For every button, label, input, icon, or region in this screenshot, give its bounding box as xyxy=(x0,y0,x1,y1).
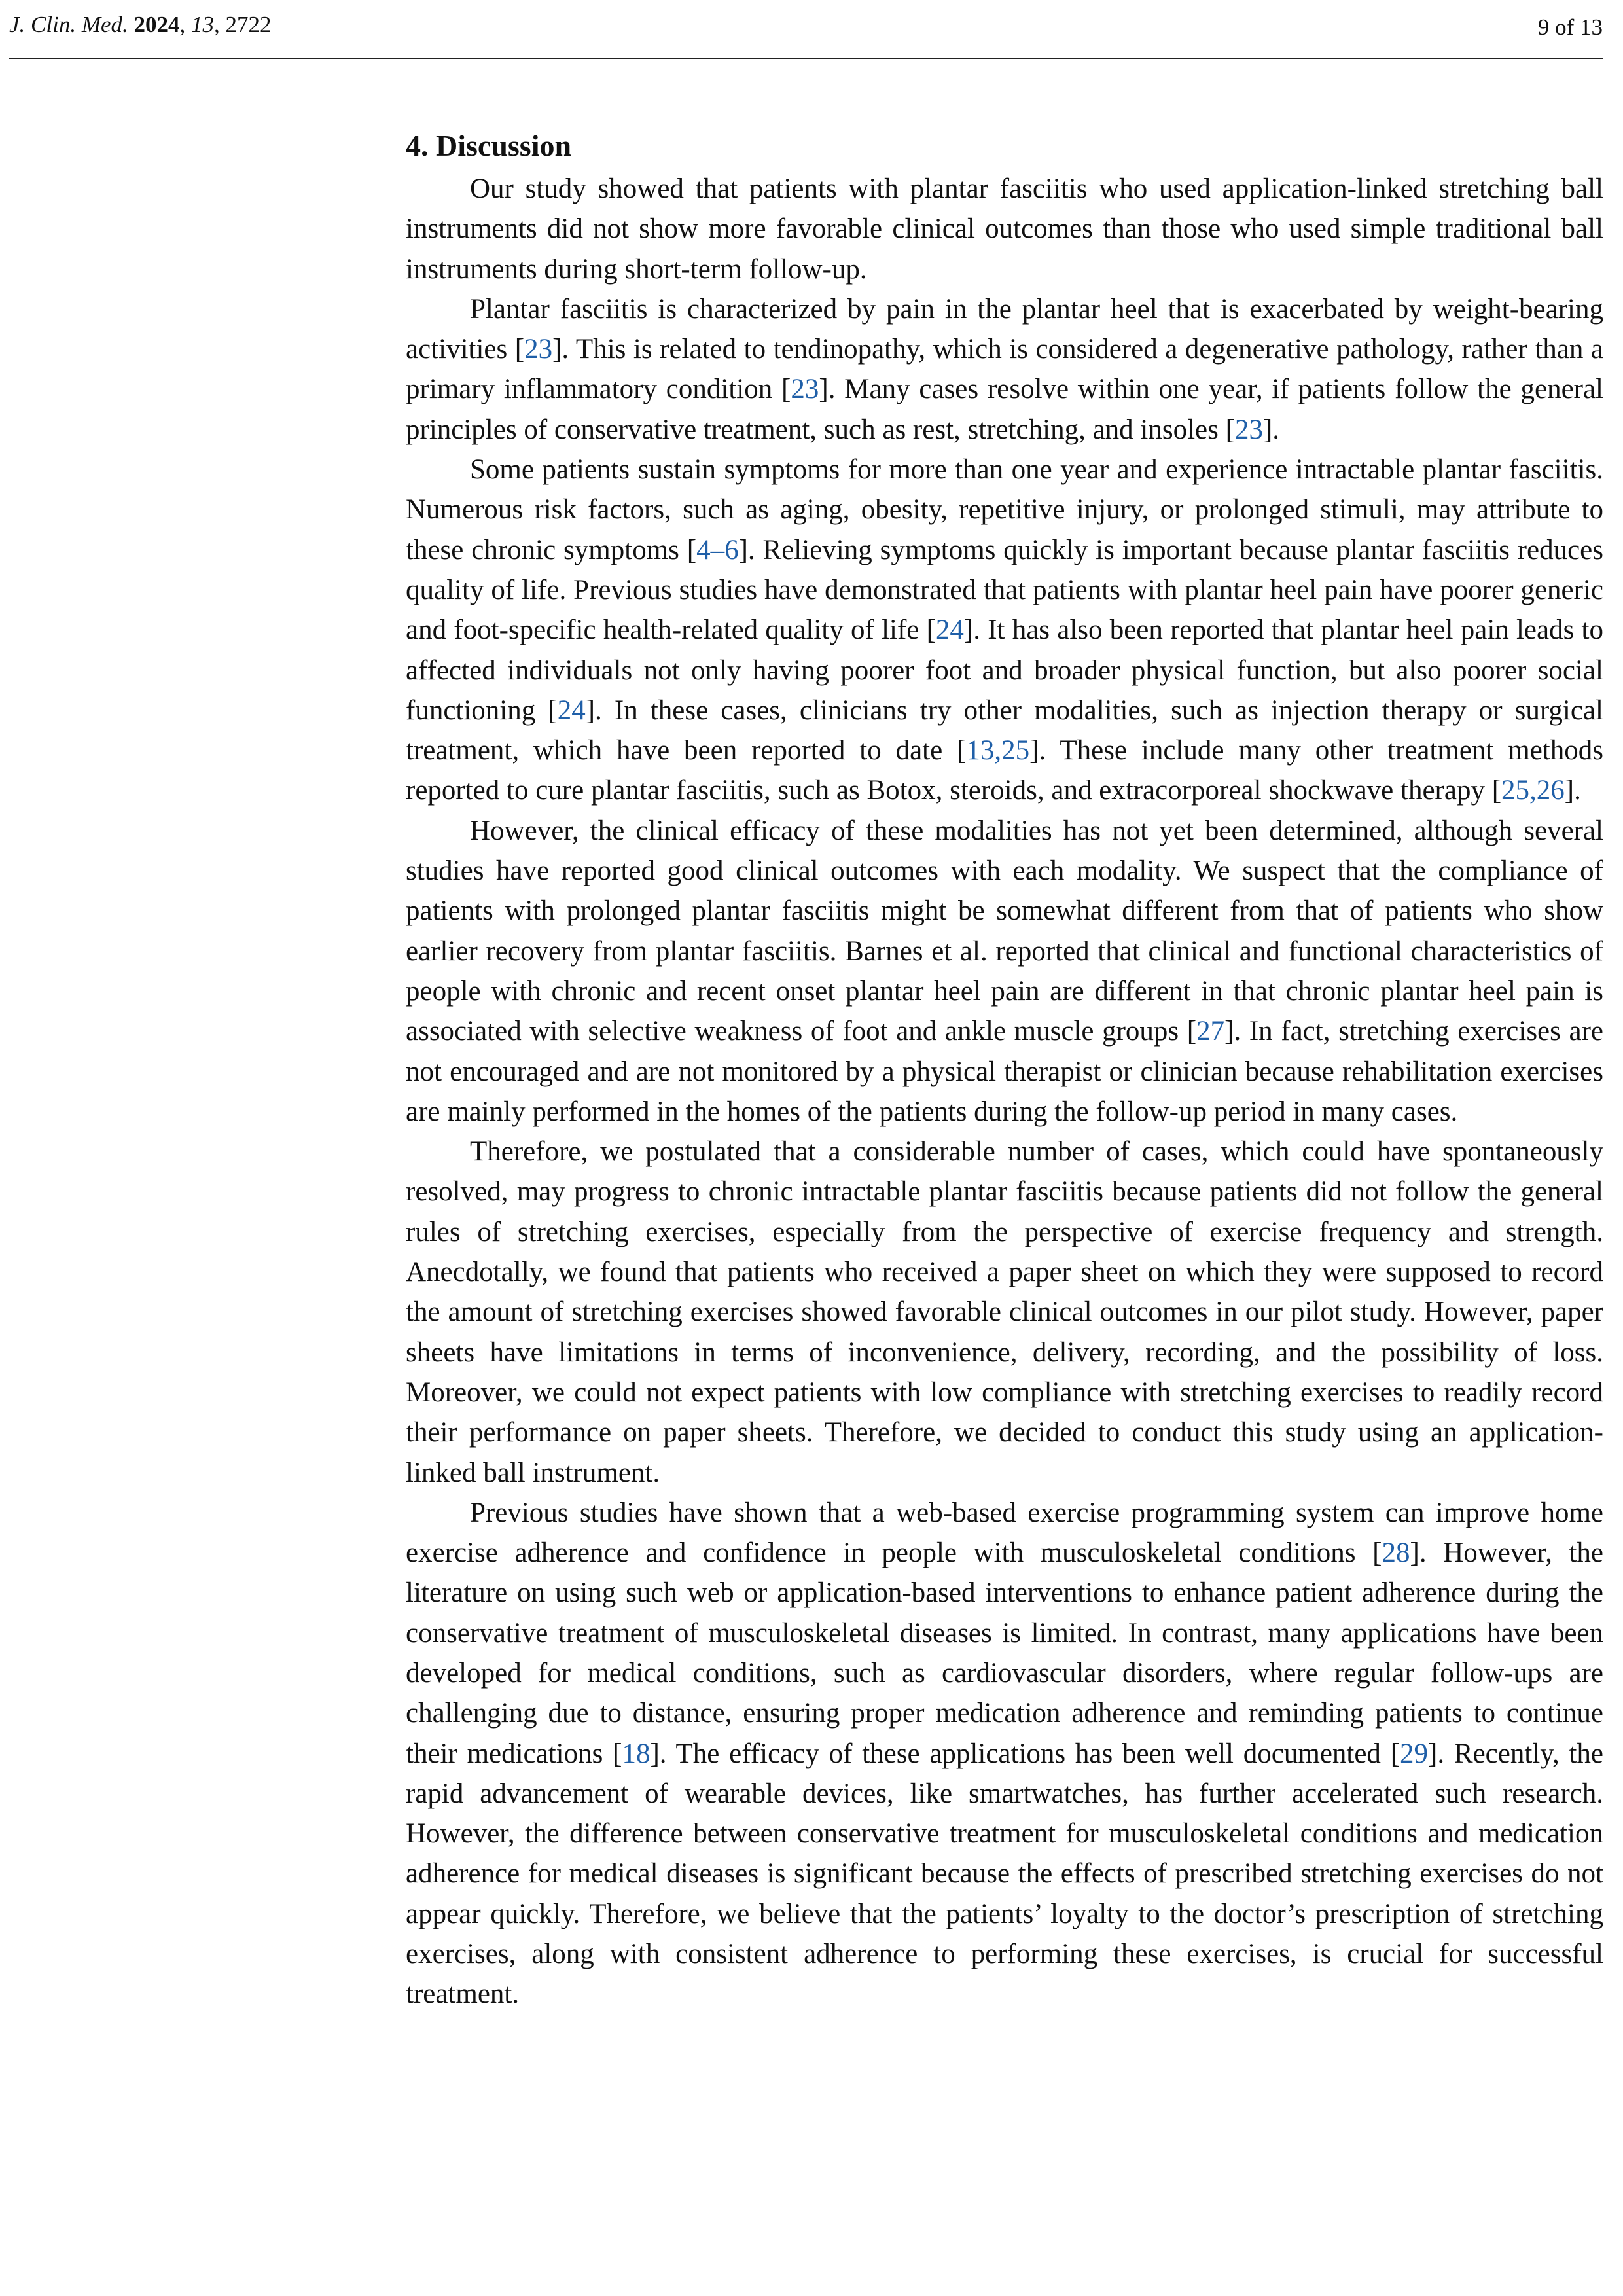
journal-citation: J. Clin. Med. 2024, 13, 2722 xyxy=(9,12,272,37)
paragraph-text: ]. xyxy=(1564,775,1581,806)
citation-link[interactable]: 25,26 xyxy=(1501,775,1565,806)
paragraph xyxy=(406,289,1603,450)
journal-volume: 13 xyxy=(191,12,215,37)
citation-link[interactable]: 27 xyxy=(1196,1016,1225,1047)
citation-link[interactable]: 4–6 xyxy=(696,534,739,565)
paragraph-list xyxy=(406,169,1603,2015)
journal-name: J. Clin. Med. xyxy=(9,12,128,37)
running-header xyxy=(9,5,1603,59)
paragraph-text: Our study showed that patients with plantar fasciitis who used application-linked stretching ball instruments did not show more favorable clinical outcomes than those who used simple traditional ball instruments during short-term follow-up. xyxy=(406,173,1603,285)
paragraph-text: ]. Many cases resolve within one year, if patients follow the general principles of conservative treatment, such as rest, stretching, and insoles [ xyxy=(406,374,1603,445)
paragraph-text: ]. Recently, the rapid advancement of wearable devices, like smartwatches, has further accelerated such research. However, the difference between conservative treatment for musculoskeletal conditions and medication adherence for medical diseases is significant because the effects of prescribed stretching exercises do not appear quickly. Therefore, we believe that the patients’ loyalty to the doctor’s prescription of stretching exercises, along with consistent adherence to performing these exercises, is crucial for successful treatment. xyxy=(406,1738,1604,2010)
paragraph-text: ]. However, the literature on using such web or application-based interventions to enhance patient adherence during the conservative treatment of musculoskeletal diseases is limited. In contrast, many applications have been developed for medical conditions, such as cardiovascular disorders, where regular follow-ups are challenging due to distance, ensuring proper medication adherence and reminding patients to continue their medications [ xyxy=(406,1537,1603,1769)
citation-link[interactable]: 24 xyxy=(557,694,586,726)
paragraph xyxy=(406,1493,1603,2015)
citation-link[interactable]: 23 xyxy=(791,374,819,405)
paragraph-text: Some patients sustain symptoms for more than one year and experience intractable plantar fasciitis. Numerous risk factors, such as aging, obesity, repetitive injury, or prolonged stimuli, may attribute to these chronic symptoms [ xyxy=(406,454,1603,565)
paragraph-text: ]. This is related to tendinopathy, which is considered a degenerative pathology, rather than a primary inflammatory condition [ xyxy=(406,334,1603,405)
page-number: 9 of 13 xyxy=(1537,14,1603,40)
paragraph xyxy=(406,169,1603,289)
citation-link[interactable]: 23 xyxy=(1234,414,1263,445)
paragraph xyxy=(406,450,1603,811)
citation-link[interactable]: 18 xyxy=(622,1738,651,1769)
paragraph-text: Plantar fasciitis is characterized by pain in the plantar heel that is exacerbated by weight-bearing activities [ xyxy=(406,293,1603,365)
paragraph xyxy=(406,811,1603,1132)
article-number: 2722 xyxy=(225,12,272,37)
paragraph-text: ]. The efficacy of these applications has been well documented [ xyxy=(650,1738,1400,1769)
paragraph-text: ]. In these cases, clinicians try other modalities, such as injection therapy or surgical treatment, which have been reported to date [ xyxy=(406,694,1603,766)
paragraph-text: ]. These include many other treatment methods reported to cure plantar fasciitis, such as Botox, steroids, and extracorporeal shockwave therapy [ xyxy=(406,735,1603,806)
paragraph-text: ]. xyxy=(1262,414,1280,445)
paragraph-text: Therefore, we postulated that a considerable number of cases, which could have spontaneously resolved, may progress to chronic intractable plantar fasciitis because patients did not follow the general rules of stretching exercises, especially from the perspective of exercise frequency and strength. Anecdotally, we found that patients who received a paper sheet on which they were supposed to record the amount of stretching exercises showed favorable clinical outcomes in our pilot study. However, paper sheets have limitations in terms of inconvenience, delivery, recording, and the possibility of loss. Moreover, we could not expect patients with low compliance with stretching exercises to readily record their performance on paper sheets. Therefore, we decided to conduct this study using an application-linked ball instrument. xyxy=(406,1136,1603,1488)
paragraph-text: ]. It has also been reported that plantar heel pain leads to affected individuals not only having poorer foot and broader physical function, but also poorer social functioning [ xyxy=(406,615,1603,726)
citation-link[interactable]: 23 xyxy=(524,334,553,365)
citation-link[interactable]: 28 xyxy=(1382,1537,1410,1569)
paragraph-text: ]. In fact, stretching exercises are not encouraged and are not monitored by a physical therapist or clinician because rehabilitation exercises are mainly performed in the homes of the patients during the follow-up period in many cases. xyxy=(406,1016,1603,1127)
citation-link[interactable]: 29 xyxy=(1400,1738,1429,1769)
paragraph-text: Previous studies have shown that a web-based exercise programming system can improve home exercise adherence and confidence in people with musculoskeletal conditions [ xyxy=(406,1497,1603,1569)
citation-link[interactable]: 13,25 xyxy=(966,735,1030,766)
section-title: 4. Discussion xyxy=(406,129,572,162)
journal-year: 2024 xyxy=(134,12,180,37)
paragraph-text: ]. Relieving symptoms quickly is important because plantar fasciitis reduces quality of life. Previous studies have demonstrated that patients with plantar heel pain have poorer generic and foot-specific health-related quality of life [ xyxy=(406,534,1603,646)
citation-link[interactable]: 24 xyxy=(935,615,964,646)
paragraph-text: However, the clinical efficacy of these modalities has not yet been determined, although several studies have reported good clinical outcomes with each modality. We suspect that the compliance of patients with prolonged plantar fasciitis might be somewhat different from that of patients who show earlier recovery from plantar fasciitis. Barnes et al. reported that clinical and functional characteristics of people with chronic and recent onset plantar heel pain are different in that chronic plantar heel pain is associated with selective weakness of foot and ankle muscle groups [ xyxy=(406,815,1603,1047)
article-body xyxy=(406,124,1603,2015)
paragraph xyxy=(406,1132,1603,1493)
